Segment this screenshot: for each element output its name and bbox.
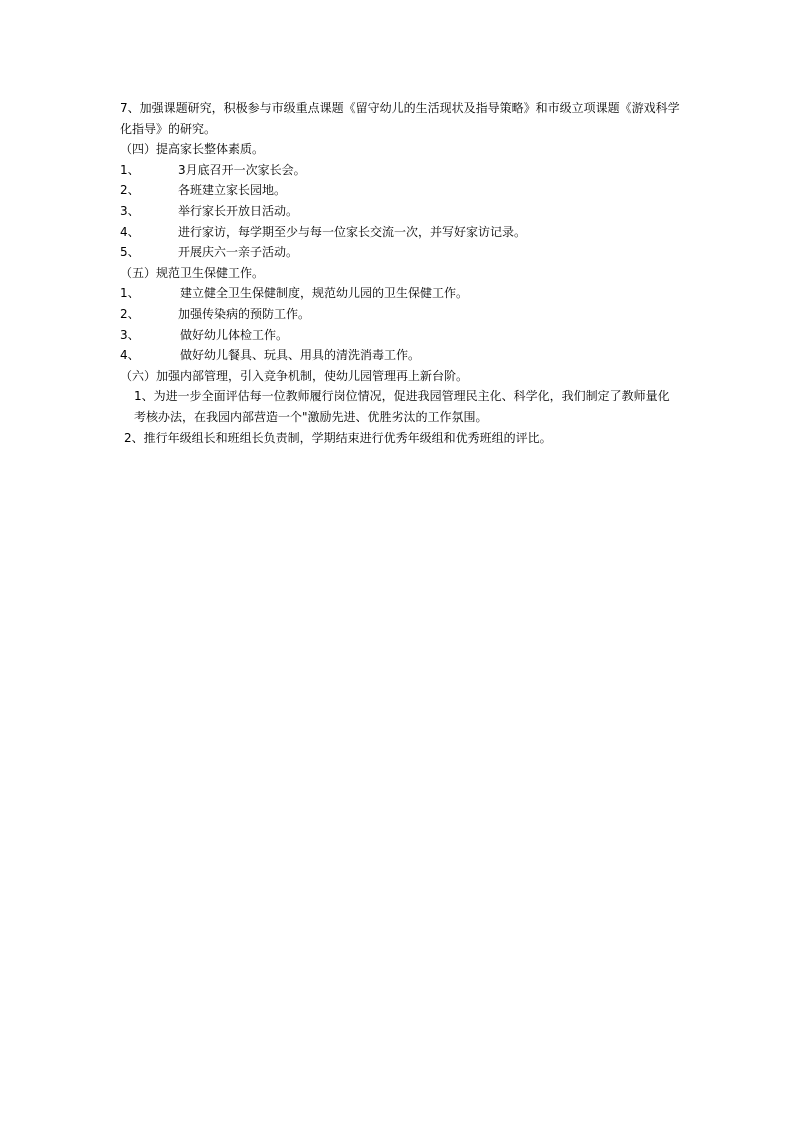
list-item (120, 242, 680, 263)
section-6-paragraph-2: 2、推行年级组长和班组长负责制，学期结束进行优秀年级组和优秀班组的评比。 (124, 430, 552, 445)
list-item (120, 180, 680, 201)
list-item (120, 304, 680, 325)
list-item-text: 做好幼儿体检工作。 (180, 327, 289, 342)
list-item (120, 283, 680, 304)
list-item (120, 160, 680, 181)
list-item (120, 345, 680, 366)
document-body (120, 98, 680, 448)
list-item (120, 201, 680, 222)
list-item-number: 4、 (120, 224, 140, 239)
list-item-number: 1、 (120, 286, 140, 301)
list-item-number: 3、 (120, 327, 140, 342)
list-item-number: 5、 (120, 245, 140, 260)
list-item-text: 加强传染病的预防工作。 (178, 306, 311, 321)
list-item-text: 各班建立家长园地。 (178, 183, 287, 198)
list-item-text: 建立健全卫生保健制度，规范幼儿园的卫生保健工作。 (180, 286, 469, 301)
list-item (120, 325, 680, 346)
list-item (120, 222, 680, 243)
item-7-paragraph: 7、加强课题研究，积极参与市级重点课题《留守幼儿的生活现状及指导策略》和市级立项课题《游戏科学化指导》的研究。 (120, 101, 680, 136)
list-item-text: 进行家访，每学期至少与每一位家长交流一次，并写好家访记录。 (178, 224, 527, 239)
list-item-text: 开展庆六一亲子活动。 (178, 245, 299, 260)
list-item-text: 举行家长开放日活动。 (178, 203, 299, 218)
section-5-heading: （五）规范卫生保健工作。 (120, 265, 265, 280)
list-item-text: 3月底召开一次家长会。 (178, 162, 306, 177)
section-6-paragraph-1: 1、为进一步全面评估每一位教师履行岗位情况，促进我园管理民主化、科学化，我们制定了教师量化考核办法，在我园内部营造一个"激励先进、优胜劣汰的工作氛围。 (134, 389, 670, 424)
list-item-number: 4、 (120, 348, 140, 363)
list-item-number: 2、 (120, 183, 140, 198)
list-item-number: 1、 (120, 162, 140, 177)
list-item-number: 2、 (120, 306, 140, 321)
section-6-heading: （六）加强内部管理，引入竞争机制，使幼儿园管理再上新台阶。 (120, 368, 469, 383)
list-item-number: 3、 (120, 203, 140, 218)
list-item-text: 做好幼儿餐具、玩具、用具的清洗消毒工作。 (180, 348, 421, 363)
section-4-heading: （四）提高家长整体素质。 (120, 142, 265, 157)
